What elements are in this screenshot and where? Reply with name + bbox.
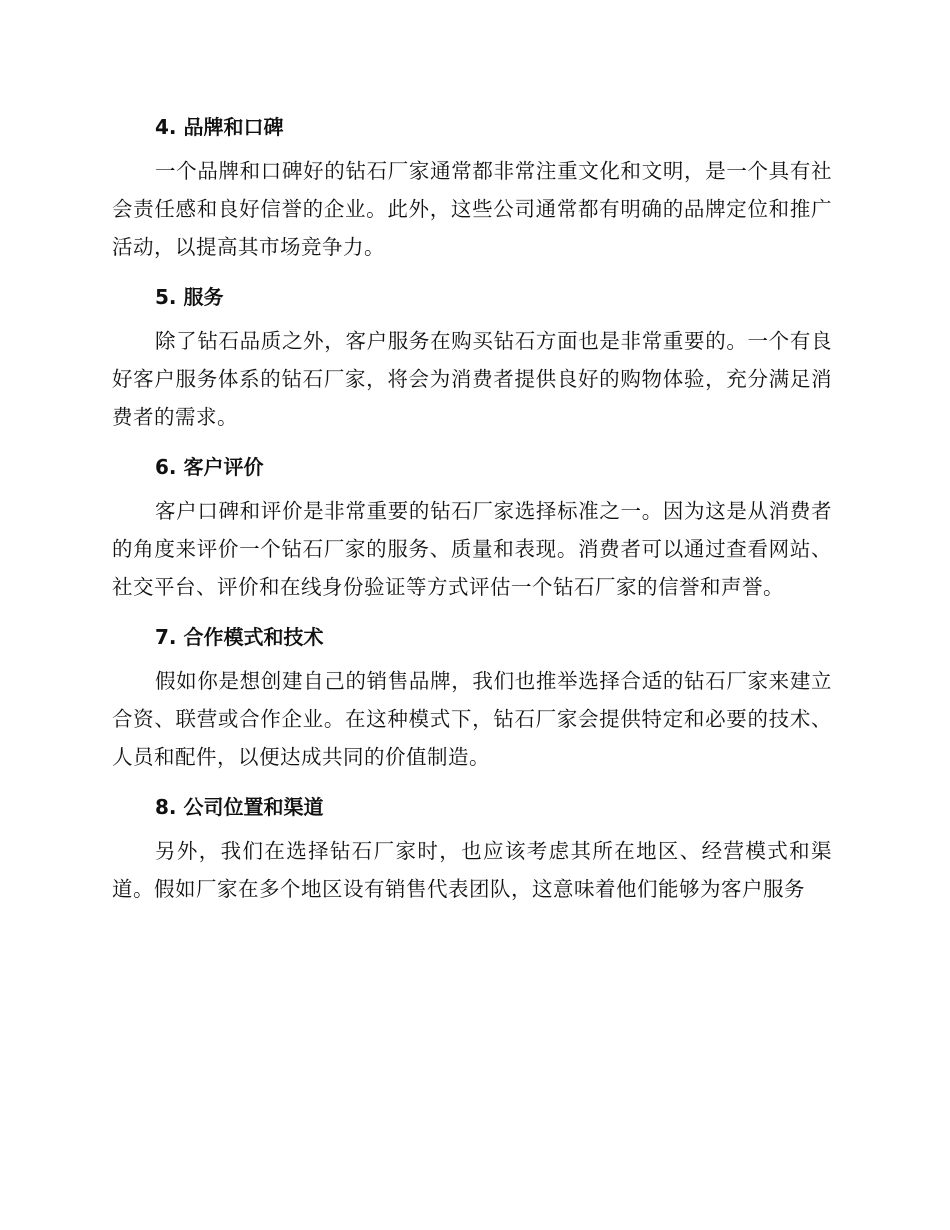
section-heading: 7. 合作模式和技术 [155, 625, 324, 649]
section-service [112, 278, 832, 436]
section-customer-reviews [112, 448, 832, 606]
document-content [112, 108, 832, 920]
section-paragraph: 除了钻石品质之外，客户服务在购买钻石方面也是非常重要的。一个有良好客户服务体系的钻石厂家，将会为消费者提供良好的购物体验，充分满足消费者的需求。 [112, 329, 832, 429]
section-cooperation-technology [112, 618, 832, 776]
section-brand-reputation [112, 108, 832, 266]
section-heading: 8. 公司位置和渠道 [155, 795, 324, 819]
section-paragraph: 假如你是想创建自己的销售品牌，我们也推举选择合适的钻石厂家来建立合资、联营或合作企业。在这种模式下，钻石厂家会提供特定和必要的技术、人员和配件，以便达成共同的价值制造。 [112, 669, 832, 769]
section-heading: 5. 服务 [155, 285, 224, 309]
section-paragraph: 另外，我们在选择钻石厂家时，也应该考虑其所在地区、经营模式和渠道。假如厂家在多个地区设有销售代表团队，这意味着他们能够为客户服务 [112, 839, 832, 901]
section-paragraph: 客户口碑和评价是非常重要的钻石厂家选择标准之一。因为这是从消费者的角度来评价一个钻石厂家的服务、质量和表现。消费者可以通过查看网站、社交平台、评价和在线身份验证等方式评估一个钻石厂家的信誉和声誉。 [112, 499, 832, 599]
section-paragraph: 一个品牌和口碑好的钻石厂家通常都非常注重文化和文明，是一个具有社会责任感和良好信誉的企业。此外，这些公司通常都有明确的品牌定位和推广活动，以提高其市场竞争力。 [112, 159, 832, 259]
section-heading: 4. 品牌和口碑 [155, 115, 284, 139]
section-location-channels [112, 788, 832, 908]
section-heading: 6. 客户评价 [155, 455, 264, 479]
